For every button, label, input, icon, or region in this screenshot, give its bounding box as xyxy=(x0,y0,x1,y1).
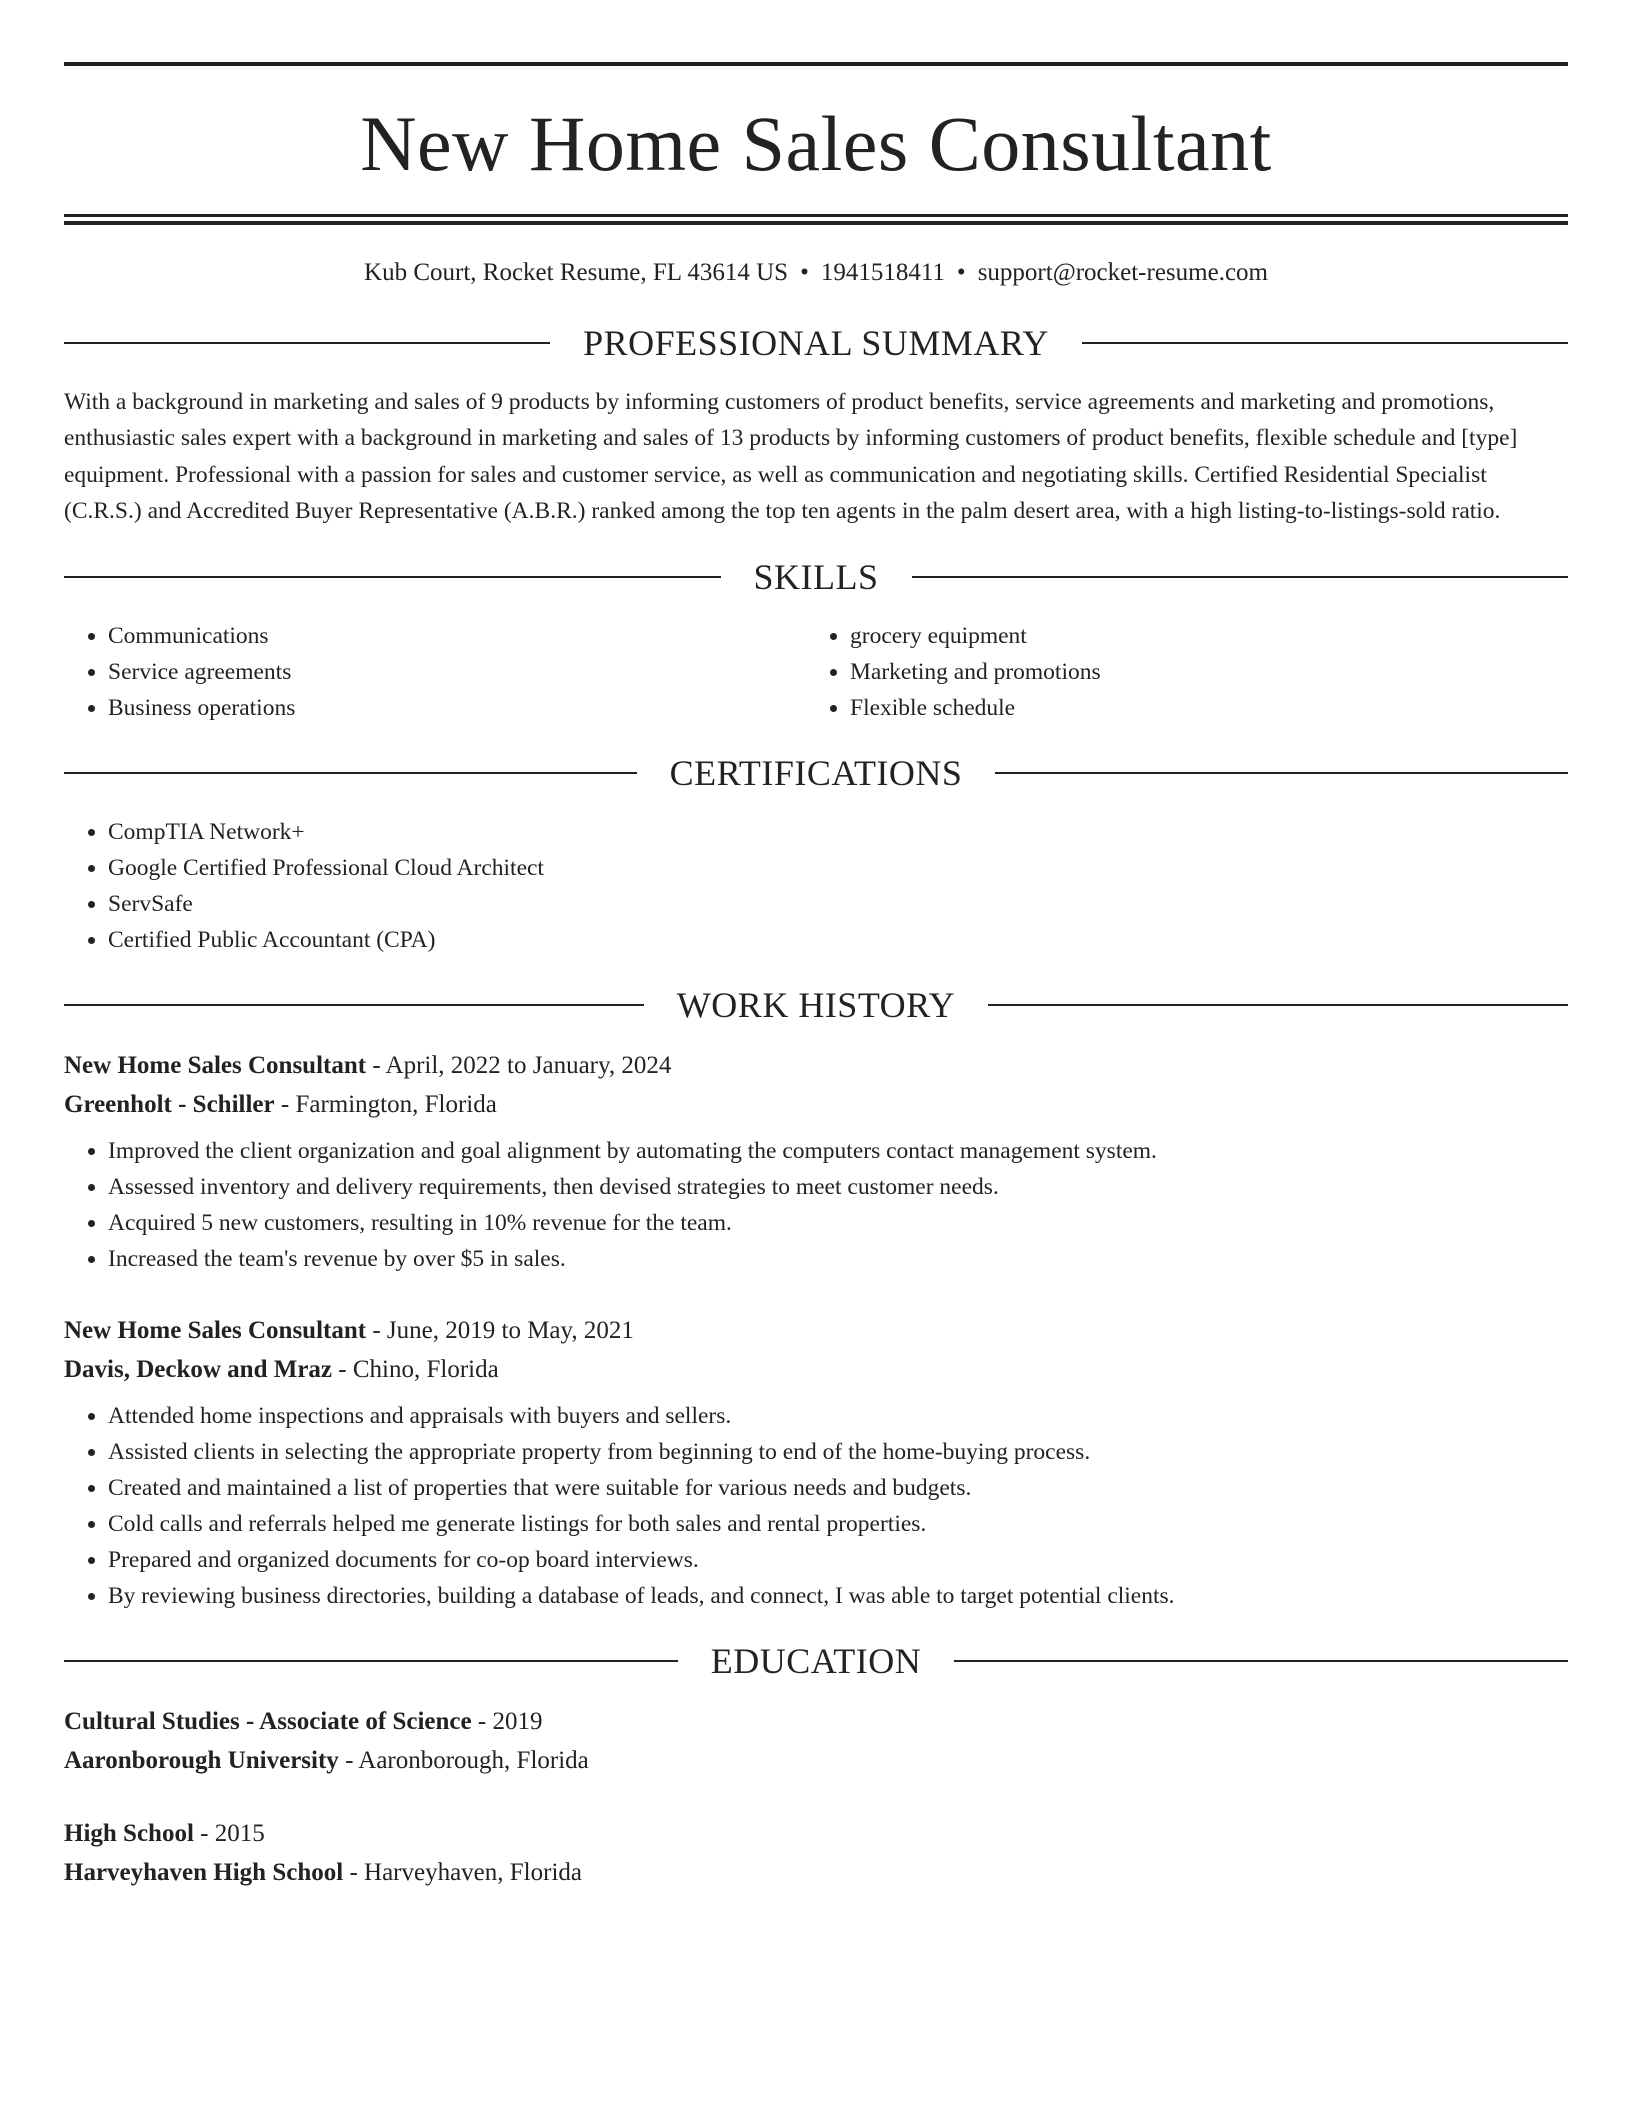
job-title: New Home Sales Consultant xyxy=(64,1051,367,1079)
skill-item: • Service agreements xyxy=(108,654,806,690)
contact-separator: • xyxy=(800,259,809,286)
education-school-line xyxy=(64,1741,1568,1780)
education-year: - 2015 xyxy=(193,1819,265,1847)
job-bullet: • By reviewing business directories, building a database of leads, and connect, I was able to target potential clients. xyxy=(108,1578,1568,1614)
section-heading-summary xyxy=(64,318,1568,368)
certifications-list xyxy=(64,814,1568,958)
skills-column-left xyxy=(64,618,806,726)
job-dates: - April, 2022 to January, 2024 xyxy=(366,1051,672,1079)
education-year: - 2019 xyxy=(471,1707,543,1735)
contact-separator: • xyxy=(956,259,966,286)
education-school: Aaronborough University xyxy=(64,1746,339,1774)
job-entry xyxy=(64,1046,1568,1277)
certification-item: • Google Certified Professional Cloud Architect xyxy=(108,850,1568,886)
certification-item: • ServSafe xyxy=(108,886,1568,922)
job-bullet: • Improved the client organization and goal alignment by automating the computers contact management system. xyxy=(108,1133,1568,1169)
heading-rule-right xyxy=(995,772,1568,774)
skills-column-right xyxy=(806,618,1548,726)
job-bullet: • Assessed inventory and delivery requirements, then devised strategies to meet customer needs. xyxy=(108,1169,1568,1205)
education-location: - Harveyhaven, Florida xyxy=(343,1858,582,1886)
job-company-line xyxy=(64,1085,1568,1124)
candidate-name: New Home Sales Consultant xyxy=(360,100,1272,187)
skills-list xyxy=(64,618,1568,726)
section-heading-education xyxy=(64,1636,1568,1686)
skill-item: • Business operations xyxy=(108,690,806,726)
section-title: WORK HISTORY xyxy=(676,984,956,1025)
education-school: Harveyhaven High School xyxy=(64,1858,344,1886)
education-degree: Cultural Studies - Associate of Science xyxy=(64,1707,472,1735)
job-company: Davis, Deckow and Mraz xyxy=(64,1355,333,1383)
heading-rule-left xyxy=(64,1660,678,1662)
job-company: Greenholt - Schiller xyxy=(64,1090,275,1118)
heading-rule-right xyxy=(988,1004,1568,1006)
summary-text: With a background in marketing and sales of 9 products by informing customers of product benefits, service agreements and marketing and promotions, enthusiastic sales expert with a background in marketing and sales of 13 products by informing customers of product benefits, flexible schedule and [type] equipment. Professional with a passion for sales and customer service, as well as communication and negotiating skills. Certified Residential Specialist (C.R.S.) and Accredited Buyer Representative (A.B.R.) ranked among the top ten agents in the palm desert area, with a high listing-to-listings-sold ratio. xyxy=(64,389,1518,525)
section-heading-certifications xyxy=(64,748,1568,798)
section-heading-skills xyxy=(64,552,1568,602)
skill-item: • grocery equipment xyxy=(850,618,1548,654)
certification-item: • CompTIA Network+ xyxy=(108,814,1568,850)
education-entry xyxy=(64,1702,1568,1780)
job-title-line xyxy=(64,1311,1568,1350)
section-title: CERTIFICATIONS xyxy=(669,752,963,793)
heading-rule-right xyxy=(912,576,1569,578)
heading-rule-right xyxy=(1082,342,1568,344)
job-bullets xyxy=(64,1133,1568,1277)
section-title: PROFESSIONAL SUMMARY xyxy=(583,323,1049,363)
contact-email: support@rocket-resume.com xyxy=(977,259,1268,286)
job-bullet: • Acquired 5 new customers, resulting in 10% revenue for the team. xyxy=(108,1205,1568,1241)
job-bullet: • Prepared and organized documents for co-op board interviews. xyxy=(108,1542,1568,1578)
job-entry xyxy=(64,1311,1568,1614)
education-entry xyxy=(64,1814,1568,1892)
job-title-line xyxy=(64,1046,1568,1085)
job-bullet: • Created and maintained a list of properties that were suitable for various needs and budgets. xyxy=(108,1470,1568,1506)
heading-rule-right xyxy=(954,1660,1568,1662)
education-degree: High School xyxy=(64,1819,194,1847)
skill-item: • Flexible schedule xyxy=(850,690,1548,726)
section-title: SKILLS xyxy=(753,556,879,597)
heading-rule-left xyxy=(64,342,550,344)
job-company-line xyxy=(64,1350,1568,1389)
job-bullet: • Increased the team's revenue by over $5 in sales. xyxy=(108,1241,1568,1277)
job-location: - Chino, Florida xyxy=(332,1355,499,1383)
job-bullet: • Attended home inspections and appraisals with buyers and sellers. xyxy=(108,1398,1568,1434)
job-bullet: • Assisted clients in selecting the appropriate property from beginning to end of the home-buying process. xyxy=(108,1434,1568,1470)
section-heading-work-history xyxy=(64,980,1568,1030)
job-title: New Home Sales Consultant xyxy=(64,1316,367,1344)
skill-item: • Marketing and promotions xyxy=(850,654,1548,690)
section-title: EDUCATION xyxy=(710,1640,922,1681)
education-degree-line xyxy=(64,1814,1568,1853)
education-school-line xyxy=(64,1853,1568,1892)
header-double-rule xyxy=(64,214,1568,225)
job-bullets xyxy=(64,1398,1568,1614)
contact-address: Kub Court, Rocket Resume, FL 43614 US xyxy=(364,259,789,286)
header-top-rule xyxy=(64,62,1568,66)
job-location: - Farmington, Florida xyxy=(274,1090,497,1118)
contact-phone: 1941518411 xyxy=(820,259,945,286)
heading-rule-left xyxy=(64,1004,644,1006)
job-bullet: • Cold calls and referrals helped me generate listings for both sales and rental properties. xyxy=(108,1506,1568,1542)
contact-line xyxy=(64,258,1568,288)
job-dates: - June, 2019 to May, 2021 xyxy=(366,1316,634,1344)
heading-rule-left xyxy=(64,576,721,578)
resume-page xyxy=(64,0,1568,1892)
education-location: - Aaronborough, Florida xyxy=(338,1746,589,1774)
certification-item: • Certified Public Accountant (CPA) xyxy=(108,922,1568,958)
education-degree-line xyxy=(64,1702,1568,1741)
skill-item: • Communications xyxy=(108,618,806,654)
heading-rule-left xyxy=(64,772,637,774)
